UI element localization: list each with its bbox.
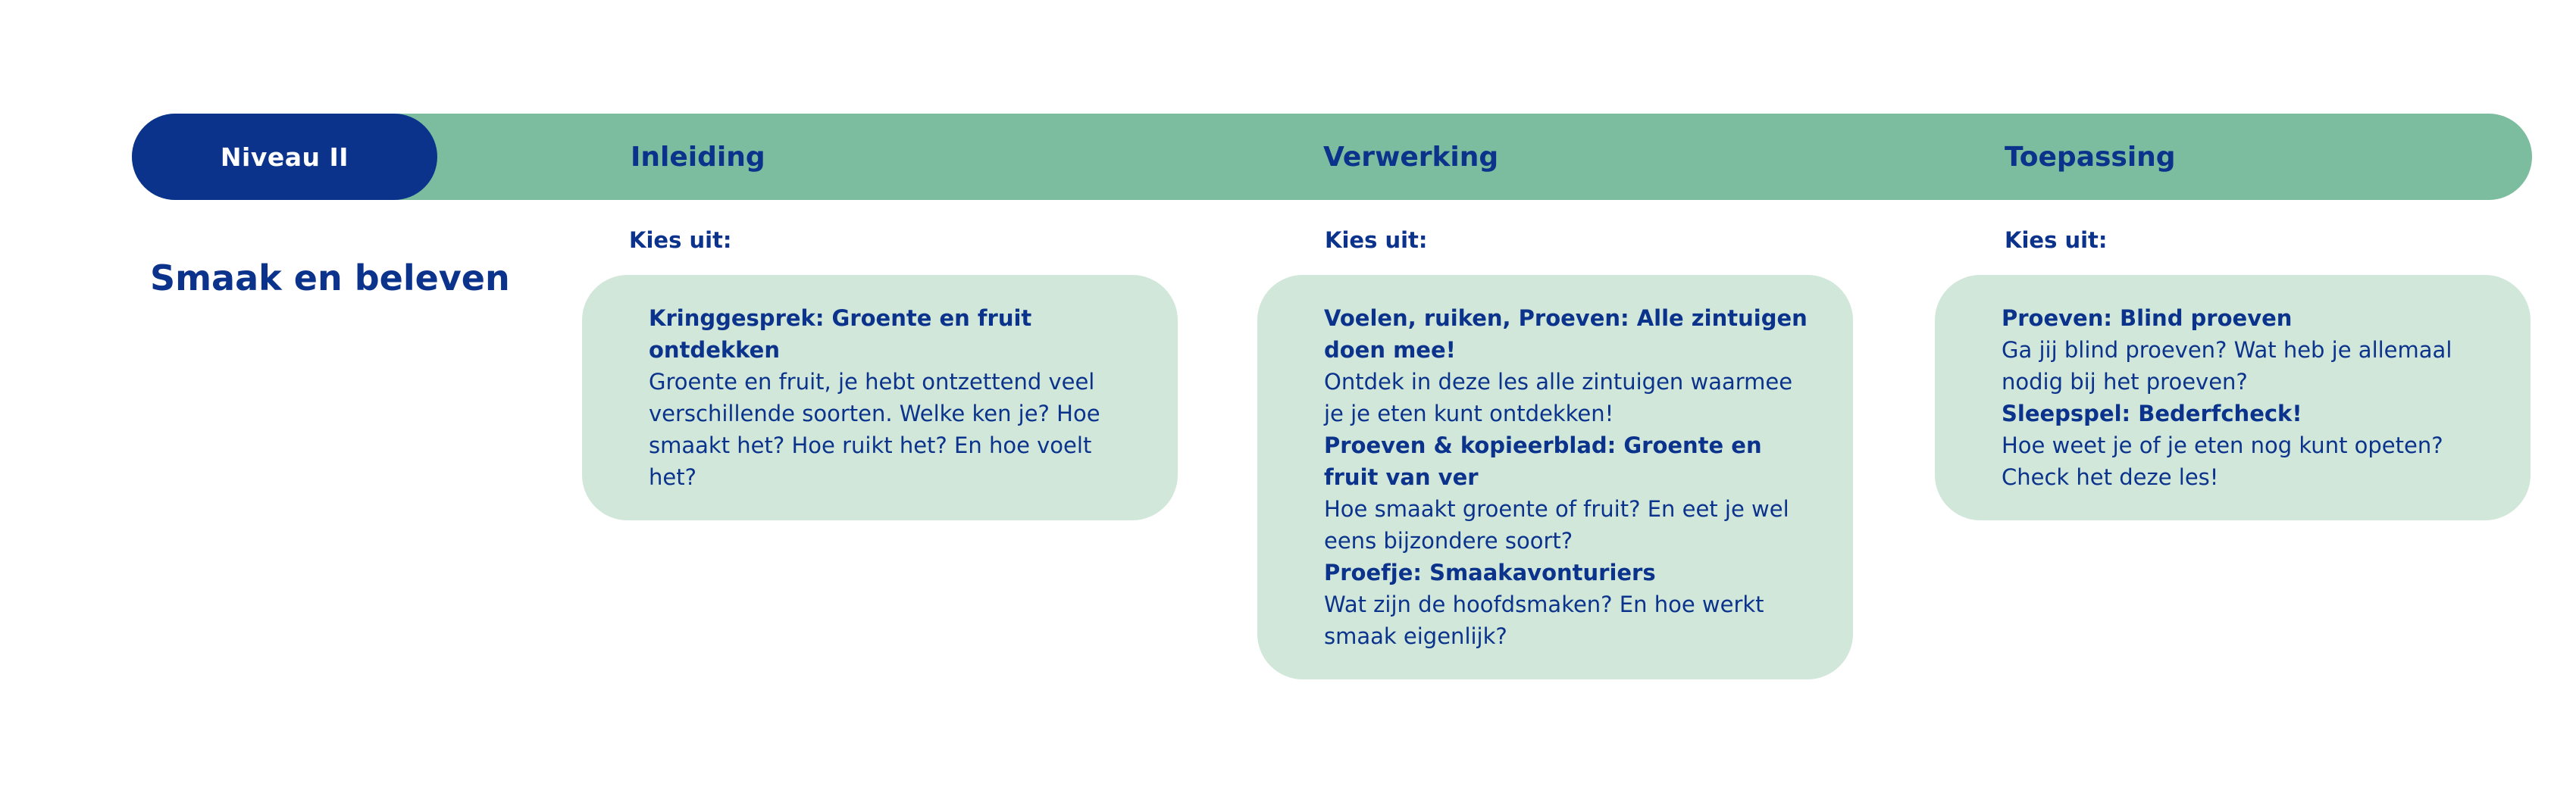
list-item[interactable] <box>2002 398 2485 493</box>
lesson-description: Ga jij blind proeven? Wat heb je allemaal nodig bij het proeven? <box>2002 337 2452 395</box>
lesson-title[interactable]: Sleepspel: Bederfcheck! <box>2002 401 2302 426</box>
lesson-description: Ontdek in deze les alle zintuigen waarmee je je eten kunt ontdekken! <box>1324 369 1793 426</box>
lesson-title[interactable]: Proefje: Smaakavonturiers <box>1324 560 1656 585</box>
lesson-description: Hoe smaakt groente of fruit? En eet je wel eens bijzondere soort? <box>1324 496 1789 554</box>
choose-label-inleiding: Kies uit: <box>629 227 732 253</box>
lesson-description: Wat zijn de hoofdsmaken? En hoe werkt smaak eigenlijk? <box>1324 592 1764 649</box>
list-item[interactable] <box>1324 557 1808 652</box>
topic-title: Smaak en beleven <box>150 258 510 298</box>
lesson-description: Groente en fruit, je hebt ontzettend veel verschillende soorten. Welke ken je? Hoe smaakt het? Hoe ruikt het? En hoe voelt het? <box>649 369 1100 490</box>
list-item[interactable] <box>649 302 1132 493</box>
phase-title-inleiding: Inleiding <box>631 141 765 173</box>
choose-label-toepassing: Kies uit: <box>2005 227 2108 253</box>
lesson-description: Hoe weet je of je eten nog kunt opeten? Check het deze les! <box>2002 432 2443 490</box>
level-badge: Niveau II <box>132 114 437 200</box>
choose-label-verwerking: Kies uit: <box>1325 227 1428 253</box>
phase-title-verwerking: Verwerking <box>1323 141 1499 173</box>
list-item[interactable] <box>1324 429 1808 557</box>
phase-title-toepassing: Toepassing <box>2005 141 2176 173</box>
lesson-title[interactable]: Kringgesprek: Groente en fruit ontdekken <box>649 305 1032 363</box>
card-verwerking <box>1257 275 1853 679</box>
card-inleiding <box>582 275 1178 520</box>
card-toepassing <box>1935 275 2531 520</box>
lesson-title[interactable]: Voelen, ruiken, Proeven: Alle zintuigen doen mee! <box>1324 305 1808 363</box>
list-item[interactable] <box>1324 302 1808 429</box>
lesson-title[interactable]: Proeven & kopieerblad: Groente en fruit van ver <box>1324 432 1762 490</box>
list-item[interactable] <box>2002 302 2485 398</box>
lesson-title[interactable]: Proeven: Blind proeven <box>2002 305 2293 331</box>
